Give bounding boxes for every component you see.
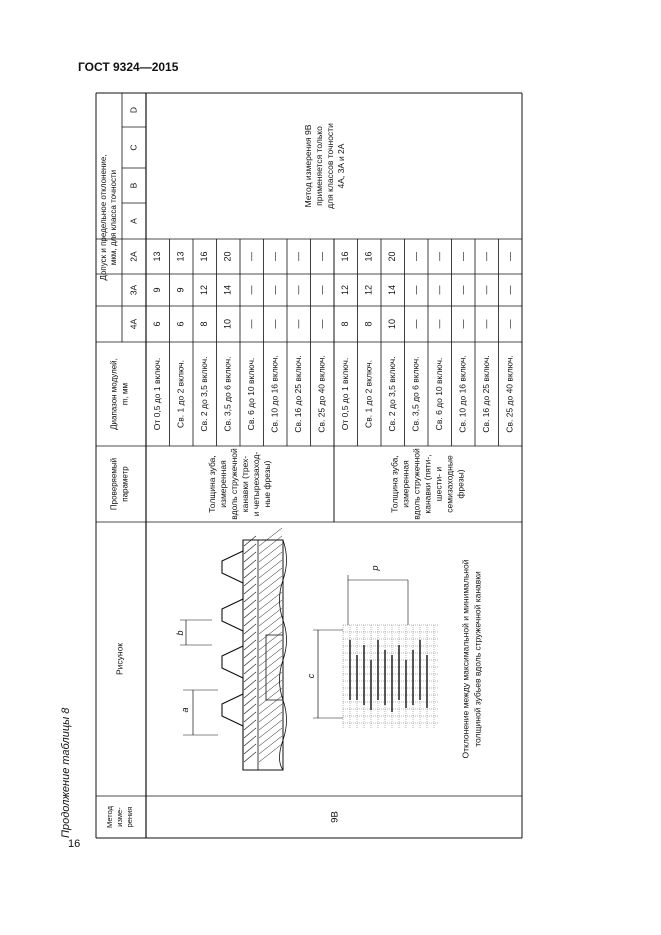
value-2A: 13	[152, 251, 163, 262]
value-2A: 20	[222, 251, 233, 262]
value-3A: 12	[199, 284, 210, 296]
header-tolerance: Допуск и предельное отклонение,	[99, 154, 109, 281]
header-method: рения	[124, 806, 134, 828]
parameter-cell: ные фрезы)	[261, 460, 272, 508]
range-cell: Св. 10 до 16 включ.	[457, 355, 468, 433]
range-cell: Св. 16 до 25 включ.	[481, 355, 491, 433]
value-2A: —	[504, 252, 515, 261]
header-class-D: D	[128, 106, 139, 114]
value-2A: —	[457, 252, 468, 261]
header-class-C: C	[128, 144, 139, 151]
abcd-note: применяется только	[313, 126, 324, 206]
range-cell: Св. 25 до 40 включ.	[316, 355, 327, 433]
value-3A: 9	[175, 287, 186, 293]
parameter-cell: измеренная	[217, 460, 228, 508]
value-3A: —	[316, 285, 327, 295]
range-cell: Св. 1 до 2 включ.	[175, 360, 186, 428]
range-cell: Св. 2 до 3,5 включ.	[199, 356, 209, 432]
value-4A: 6	[152, 321, 163, 327]
figure-label-a: a	[180, 707, 190, 713]
range-cell: Св. 25 до 40 включ.	[504, 355, 515, 433]
header-figure: Рисунок	[114, 642, 125, 676]
value-4A: 6	[175, 321, 186, 327]
value-4A: —	[269, 319, 280, 329]
header-class-2A: 2A	[128, 251, 139, 262]
value-4A: —	[410, 319, 421, 329]
header-method: Метод	[104, 806, 114, 828]
header-method: изме-	[114, 807, 124, 827]
range-cell: От 0,5 до 1 включ.	[340, 357, 350, 431]
value-3A: —	[246, 285, 257, 295]
value-2A: —	[246, 252, 257, 261]
parameter-cell: измеренная	[400, 460, 411, 508]
value-3A: —	[457, 285, 468, 295]
parameter-cell: шести- и	[433, 466, 444, 502]
value-3A: —	[434, 285, 445, 295]
value-3A: 14	[222, 284, 233, 296]
value-3A: —	[504, 285, 515, 295]
figure-label-p: p	[370, 565, 380, 571]
table-caption: Продолжение таблицы 8	[60, 707, 72, 838]
range-cell: Св. 3,5 до 6 включ.	[222, 356, 233, 432]
value-2A: 13	[175, 251, 186, 262]
value-3A: —	[269, 285, 280, 295]
header-tolerance: мкм, для класса точности	[109, 169, 119, 266]
header-parameter: параметр	[120, 466, 130, 502]
value-4A: 8	[363, 321, 374, 327]
figure-label-c: c	[306, 673, 316, 679]
parameter-cell: канавки (пяти-,	[422, 454, 433, 514]
abcd-note: 4A, 3A и 2A	[335, 143, 346, 189]
parameter-cell: вдоль стружечной	[411, 448, 422, 520]
value-4A: 10	[222, 318, 233, 330]
parameter-cell: семизаходные	[444, 455, 455, 513]
method-value: 9B	[329, 811, 341, 823]
header-class-B: B	[128, 182, 139, 189]
value-2A: —	[410, 252, 421, 261]
header-range: m, мм	[120, 382, 130, 406]
value-4A: —	[457, 319, 468, 329]
parameter-cell: вдоль стружечной	[228, 448, 239, 520]
value-4A: —	[504, 319, 515, 329]
value-3A: 12	[340, 284, 351, 296]
value-4A: —	[316, 319, 327, 329]
range-cell: Св. 16 до 25 включ.	[293, 355, 303, 433]
value-3A: 9	[152, 287, 163, 293]
value-2A: —	[434, 252, 445, 261]
parameter-cell: канавки (трех-	[239, 455, 250, 513]
range-cell: Св. 1 до 2 включ.	[363, 360, 374, 428]
value-4A: —	[293, 319, 304, 329]
value-3A: —	[410, 285, 421, 295]
value-3A: 14	[387, 284, 398, 296]
value-3A: —	[481, 285, 492, 295]
header-class-3A: 3A	[128, 284, 139, 296]
value-4A: —	[434, 319, 445, 329]
abcd-note: для классов точности	[324, 123, 335, 209]
value-2A: —	[293, 252, 304, 261]
value-4A: 8	[199, 321, 210, 327]
header-range: Диапазон модулей,	[109, 358, 119, 430]
parameter-cell: и четырехзаход-	[250, 451, 261, 517]
hob-figure	[175, 528, 438, 770]
figure-caption: Отклонение между максимальной и минимальной	[460, 559, 471, 759]
figure-label-b: b	[175, 630, 185, 636]
parameter-cell: Толщина зуба,	[206, 455, 217, 513]
value-4A: 10	[387, 318, 398, 330]
header-class-4A: 4A	[128, 318, 139, 330]
parameter-cell: фрезы)	[455, 469, 466, 499]
document-header-title: ГОСТ 9324—2015	[78, 60, 179, 74]
value-2A: 16	[340, 251, 351, 262]
parameter-cell: Толщина зуба,	[389, 455, 400, 513]
value-2A: —	[269, 252, 280, 261]
value-2A: 20	[387, 251, 398, 262]
value-2A: —	[481, 252, 492, 261]
header-class-A: A	[128, 218, 139, 224]
range-cell: Св. 10 до 16 включ.	[269, 355, 280, 433]
figure-caption: толщиной зубьев вдоль стружечной канавки	[472, 571, 483, 747]
abcd-note: Метод измерения 9B	[302, 124, 313, 208]
header-parameter: Проверяемый	[109, 457, 119, 511]
value-4A: —	[481, 319, 492, 329]
range-cell: Св. 6 до 10 включ.	[246, 357, 256, 431]
value-4A: 8	[340, 321, 351, 327]
value-3A: 12	[363, 284, 374, 296]
value-4A: —	[246, 319, 257, 329]
value-2A: —	[316, 252, 327, 261]
range-cell: Св. 2 до 3,5 включ.	[387, 356, 397, 432]
range-cell: Св. 3,5 до 6 включ.	[410, 356, 421, 432]
value-2A: 16	[363, 251, 374, 262]
range-cell: От 0,5 до 1 включ.	[152, 357, 162, 431]
value-3A: —	[293, 285, 304, 295]
page-number: 16	[68, 838, 81, 850]
range-cell: Св. 6 до 10 включ.	[434, 357, 444, 431]
value-2A: 16	[199, 251, 210, 262]
